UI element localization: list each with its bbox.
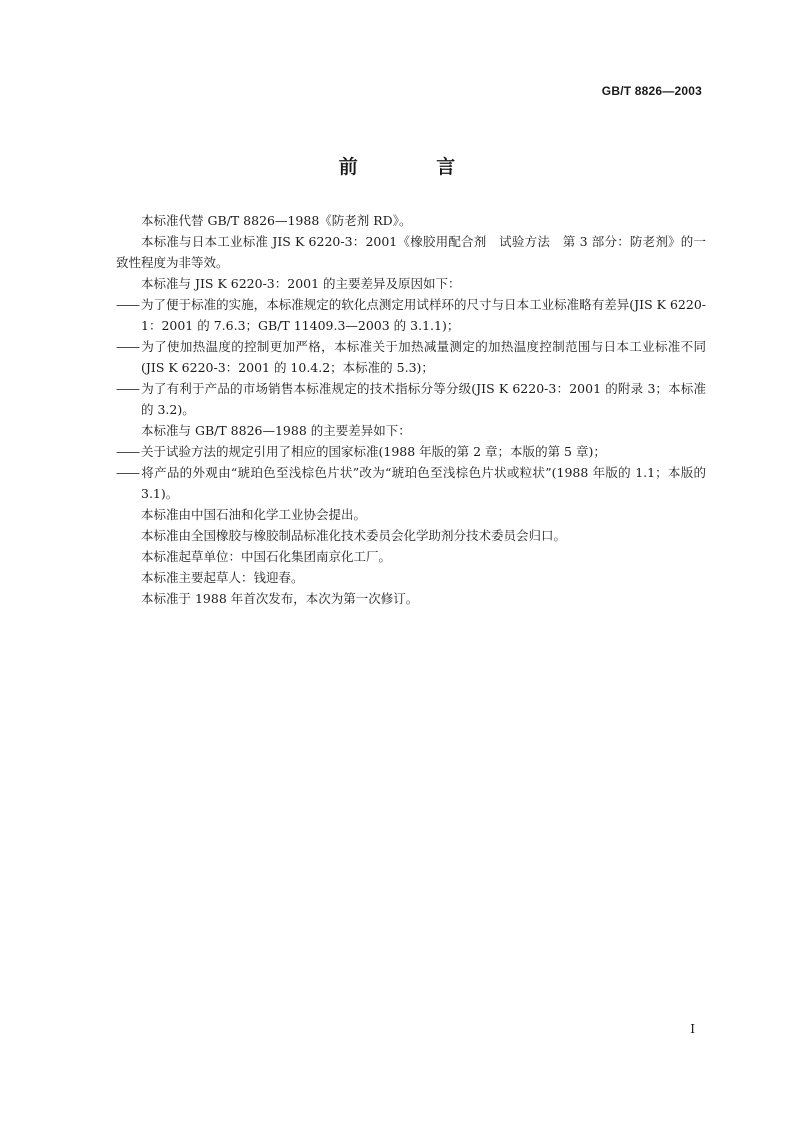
- list-item: [116, 294, 706, 336]
- paragraph-centralized-by: 本标准由全国橡胶与橡胶制品标准化技术委员会化学助剂分技术委员会归口。: [141, 528, 567, 543]
- foreword-body: [116, 210, 706, 609]
- list-item-text: 为了便于标准的实施，本标准规定的软化点测定用试样环的尺寸与日本工业标准略有差异(JIS K 6220-1：2001 的 7.6.3；GB/T 11409.3—2003 的 3.1.1)；: [141, 297, 706, 333]
- paragraph-history: 本标准于 1988 年首次发布，本次为第一次修订。: [141, 591, 419, 606]
- paragraph-differences-jis: 本标准与 JIS K 6220-3：2001 的主要差异及原因如下：: [141, 276, 461, 291]
- standard-code: GB/T 8826—2003: [601, 84, 702, 98]
- list-item: [116, 378, 706, 420]
- list-item-text: 为了有利于产品的市场销售本标准规定的技术指标分等分级(JIS K 6220-3：2001 的附录 3；本标准的 3.2)。: [141, 381, 706, 417]
- page-title: 前 言: [338, 156, 492, 178]
- list-item: [116, 441, 706, 462]
- dash-marker: ——: [116, 339, 139, 354]
- paragraph-differences-1988: 本标准与 GB/T 8826—1988 的主要差异如下：: [141, 423, 411, 438]
- paragraph-consistency: 本标准与日本工业标准 JIS K 6220-3：2001《橡胶用配合剂 试验方法 第 3 部分：防老剂》的一致性程度为非等效。: [116, 234, 706, 270]
- list-item-text: 关于试验方法的规定引用了相应的国家标准(1988 年版的第 2 章；本版的第 5 章)；: [141, 444, 606, 459]
- page-number: I: [690, 1022, 695, 1036]
- paragraph-drafters: 本标准主要起草人：钱迎春。: [141, 570, 304, 585]
- list-item: [116, 462, 706, 504]
- dash-marker: ——: [116, 297, 139, 312]
- list-item-text: 将产品的外观由“琥珀色至浅棕色片状”改为“琥珀色至浅棕色片状或粒状”(1988 年版的 1.1；本版的 3.1)。: [141, 465, 706, 501]
- list-item: [116, 336, 706, 378]
- dash-marker: ——: [116, 465, 139, 480]
- paragraph-drafting-unit: 本标准起草单位：中国石化集团南京化工厂。: [141, 549, 392, 564]
- paragraph-proposed-by: 本标准由中国石油和化学工业协会提出。: [141, 507, 367, 522]
- list-item-text: 为了使加热温度的控制更加严格，本标准关于加热减量测定的加热温度控制范围与日本工业标准不同(JIS K 6220-3：2001 的 10.4.2；本标准的 5.3)；: [141, 339, 706, 375]
- dash-marker: ——: [116, 444, 139, 459]
- paragraph-replaces: 本标准代替 GB/T 8826—1988《防老剂 RD》。: [141, 213, 412, 228]
- dash-marker: ——: [116, 381, 139, 396]
